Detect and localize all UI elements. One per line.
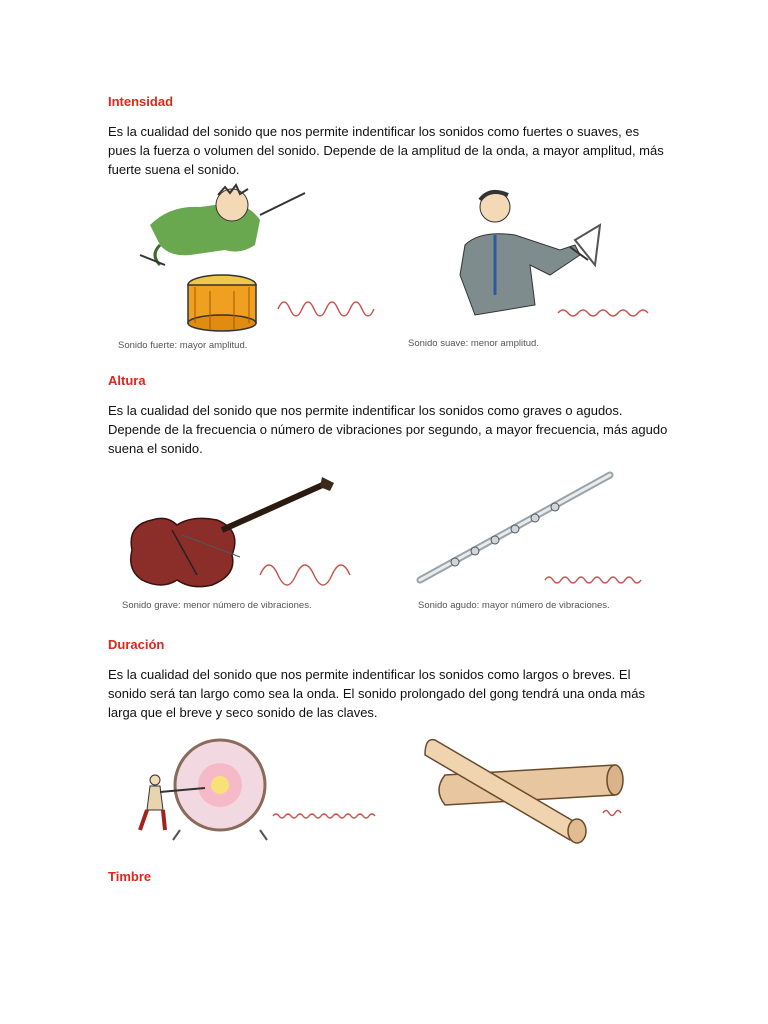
wave-low-amplitude <box>558 310 648 316</box>
wave-short-duration <box>603 811 621 816</box>
section-heading-intensidad: Intensidad <box>108 94 174 109</box>
paragraph-altura: Es la cualidad del sonido que nos permite indentificar los sonidos como graves o agudos. Depende de la frecuencia o número de vibraciones por segundo, a mayor frecuencia, más agudo suena el sonido. <box>108 403 668 456</box>
section-heading-timbre: Timbre <box>108 869 152 884</box>
caption-sonido-grave: Sonido grave: menor número de vibraciones. <box>122 600 312 611</box>
cello-illustration <box>122 475 362 595</box>
gong-illustration <box>125 740 380 840</box>
wave-long-duration <box>273 814 375 818</box>
section-heading-duracion: Duración <box>108 637 165 652</box>
wave-high-amplitude <box>278 302 374 316</box>
paragraph-duracion: Es la cualidad del sonido que nos permite indentificar los sonidos como largos o breves. El sonido será tan largo como sea la onda. El sonido prolongado del gong tendrá una onda más larga que el breve y seco sonido de las claves. <box>108 667 645 720</box>
wave-low-frequency <box>260 565 350 585</box>
caption-sonido-fuerte: Sonido fuerte: mayor amplitud. <box>118 340 248 351</box>
flute-illustration <box>415 470 655 595</box>
wave-high-frequency <box>545 577 641 583</box>
caption-sonido-suave: Sonido suave: menor amplitud. <box>408 338 539 349</box>
section-heading-altura: Altura <box>108 373 146 388</box>
claves-illustration <box>425 725 665 840</box>
caption-sonido-agudo: Sonido agudo: mayor número de vibraciones. <box>418 600 610 611</box>
businessman-triangle-illustration <box>440 185 660 335</box>
paragraph-intensidad: Es la cualidad del sonido que nos permite indentificar los sonidos como fuertes o suaves, es pues la fuerza o volumen del sonido. Depende de la amplitud de la onda, a mayor amplitud, más fuerte suena el sonido. <box>108 124 664 177</box>
drummer-illustration <box>130 185 385 335</box>
